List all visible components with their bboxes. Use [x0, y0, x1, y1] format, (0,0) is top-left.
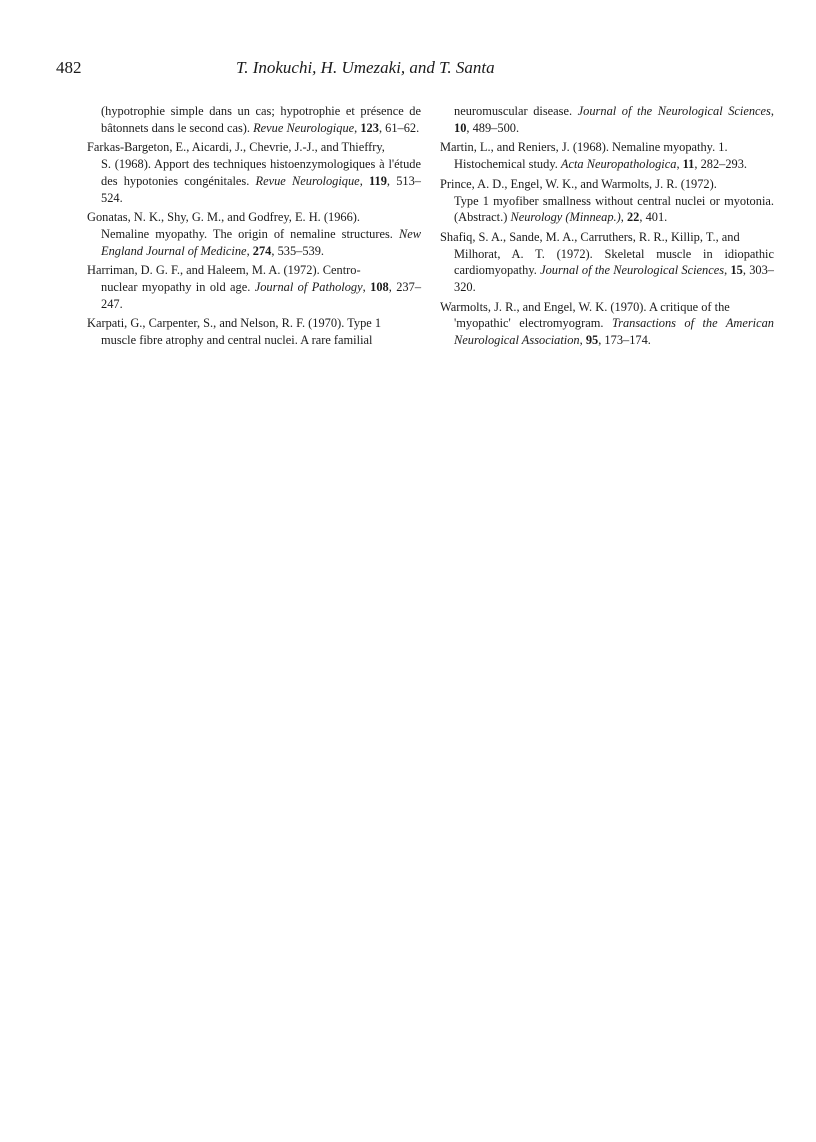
reference-text: nuclear myopathy in old age.	[101, 280, 251, 295]
reference-entry: Farkas-Bargeton, E., Aicardi, J., Chevrie, J.-J., and Thieffry, S. (1968). Apport des techniques histoenzymologiques à l'étude des hypotonies congénitales. Revue Neurologique, 119, 513–524.	[87, 140, 421, 205]
reference-text: neuromuscular disease.	[454, 104, 573, 118]
reference-journal: Journal of the Neurological Sciences	[577, 104, 771, 118]
reference-volume: 108	[370, 280, 389, 295]
reference-pages: 401.	[645, 210, 668, 225]
reference-entry: Harriman, D. G. F., and Haleem, M. A. (1972). Centro- nuclear myopathy in old age. Journal of Pathology, 108, 237–247.	[87, 263, 422, 311]
references-right-column	[440, 103, 774, 352]
reference-entry: Gonatas, N. K., Shy, G. M., and Godfrey, E. H. (1966). Nemaline myopathy. The origin of nemaline structures. New England Journal of Medicine, 274, 535–539.	[87, 210, 421, 258]
reference-entry: (hypotrophie simple dans un cas; hypotrophie et présence de bâtonnets dans le second cas). Revue Neurologique, 123, 61–62.	[101, 104, 421, 135]
reference-text: (hypotrophie simple dans un cas; hypotrophie et présence de bâtonnets dans le second cas).	[101, 104, 421, 135]
reference-first-line: Warmolts, J. R., and Engel, W. K. (1970). A critique of the	[440, 299, 730, 314]
reference-first-line: Karpati, G., Carpenter, S., and Nelson, R. F. (1970). Type 1	[87, 316, 382, 331]
reference-text: Histochemical study.	[454, 157, 558, 172]
reference-volume: 119	[369, 173, 387, 188]
reference-entry: neuromuscular disease. Journal of the Neurological Sciences, 10, 489–500.	[454, 104, 774, 135]
references-left-column	[87, 103, 421, 352]
reference-pages: 303–320.	[454, 263, 774, 295]
reference-entry: Warmolts, J. R., and Engel, W. K. (1970). A critique of the 'myopathic' electromyogram. Transactions of the American Neurological Association, 95, 173–174.	[440, 299, 774, 348]
reference-first-line: Shafiq, S. A., Sande, M. A., Carruthers, R. R., Killip, T., and	[440, 229, 740, 244]
reference-text: Milhorat, A. T. (1972). Skeletal muscle in idiopathic cardiomyopathy.	[454, 246, 774, 278]
reference-volume: 95	[585, 333, 599, 348]
reference-entry: Martin, L., and Reniers, J. (1968). Nemaline myopathy. 1. Histochemical study. Acta Neuropathologica, 11, 282–293.	[440, 140, 748, 172]
reference-text: muscle fibre atrophy and central nuclei. A rare familial	[101, 333, 373, 348]
reference-text: S. (1968). Apport des techniques histoenzymologiques à l'étude des hypotonies congénitales.	[101, 157, 421, 188]
reference-journal: New England Journal of Medicine	[101, 226, 421, 258]
running-head: T. Inokuchi, H. Umezaki, and T. Santa	[236, 58, 495, 77]
reference-entry	[87, 315, 421, 348]
reference-first-line: Gonatas, N. K., Shy, G. M., and Godfrey, E. H. (1966).	[87, 210, 361, 225]
reference-pages: 282–293.	[700, 157, 748, 172]
reference-first-line: Farkas-Bargeton, E., Aicardi, J., Chevrie, J.-J., and Thieffry,	[87, 140, 385, 155]
reference-text: 'myopathic' electromyogram.	[454, 316, 604, 331]
reference-volume: 10	[454, 120, 467, 135]
reference-pages: 489–500.	[472, 120, 520, 135]
reference-journal: Revue Neurologique	[255, 173, 360, 188]
reference-volume: 22	[626, 210, 640, 225]
reference-pages: 237–247.	[101, 280, 422, 311]
reference-journal: Neurology (Minneap.)	[510, 210, 621, 225]
reference-entry: Prince, A. D., Engel, W. K., and Warmolts, J. R. (1972). Type 1 myofiber smallness without central nuclei or myotonia. (Abstract.) Neurology (Minneap.), 22, 401.	[440, 176, 774, 225]
reference-journal: Journal of the Neurological Sciences	[540, 263, 725, 278]
reference-volume: 11	[682, 157, 695, 172]
page-number: 482	[56, 58, 82, 77]
reference-text: Type 1 myofiber smallness without central nuclei or myotonia. (Abstract.)	[454, 193, 774, 225]
reference-journal: Revue Neurologique	[253, 120, 355, 135]
reference-pages: 513–524.	[101, 173, 421, 205]
reference-volume: 123	[360, 120, 379, 135]
reference-pages: 535–539.	[277, 243, 325, 258]
reference-entry: Shafiq, S. A., Sande, M. A., Carruthers, R. R., Killip, T., and Milhorat, A. T. (1972). Skeletal muscle in idiopathic cardiomyopathy. Journal of the Neurological Sciences, 15, 303–320.	[440, 229, 774, 295]
reference-journal: Acta Neuropathologica	[560, 157, 677, 172]
reference-first-line: Prince, A. D., Engel, W. K., and Warmolts, J. R. (1972).	[440, 176, 717, 191]
reference-pages: 61–62.	[385, 120, 420, 135]
reference-journal: Journal of Pathology	[254, 280, 363, 295]
reference-journal: Transactions of the American Neurological Association	[454, 316, 774, 348]
reference-first-line: Harriman, D. G. F., and Haleem, M. A. (1972). Centro-	[87, 263, 361, 278]
reference-first-line: Martin, L., and Reniers, J. (1968). Nemaline myopathy. 1.	[440, 140, 728, 155]
reference-volume: 15	[730, 263, 743, 278]
reference-text: Nemaline myopathy. The origin of nemaline structures.	[101, 226, 393, 241]
reference-volume: 274	[252, 243, 272, 258]
reference-pages: 173–174.	[604, 333, 651, 348]
